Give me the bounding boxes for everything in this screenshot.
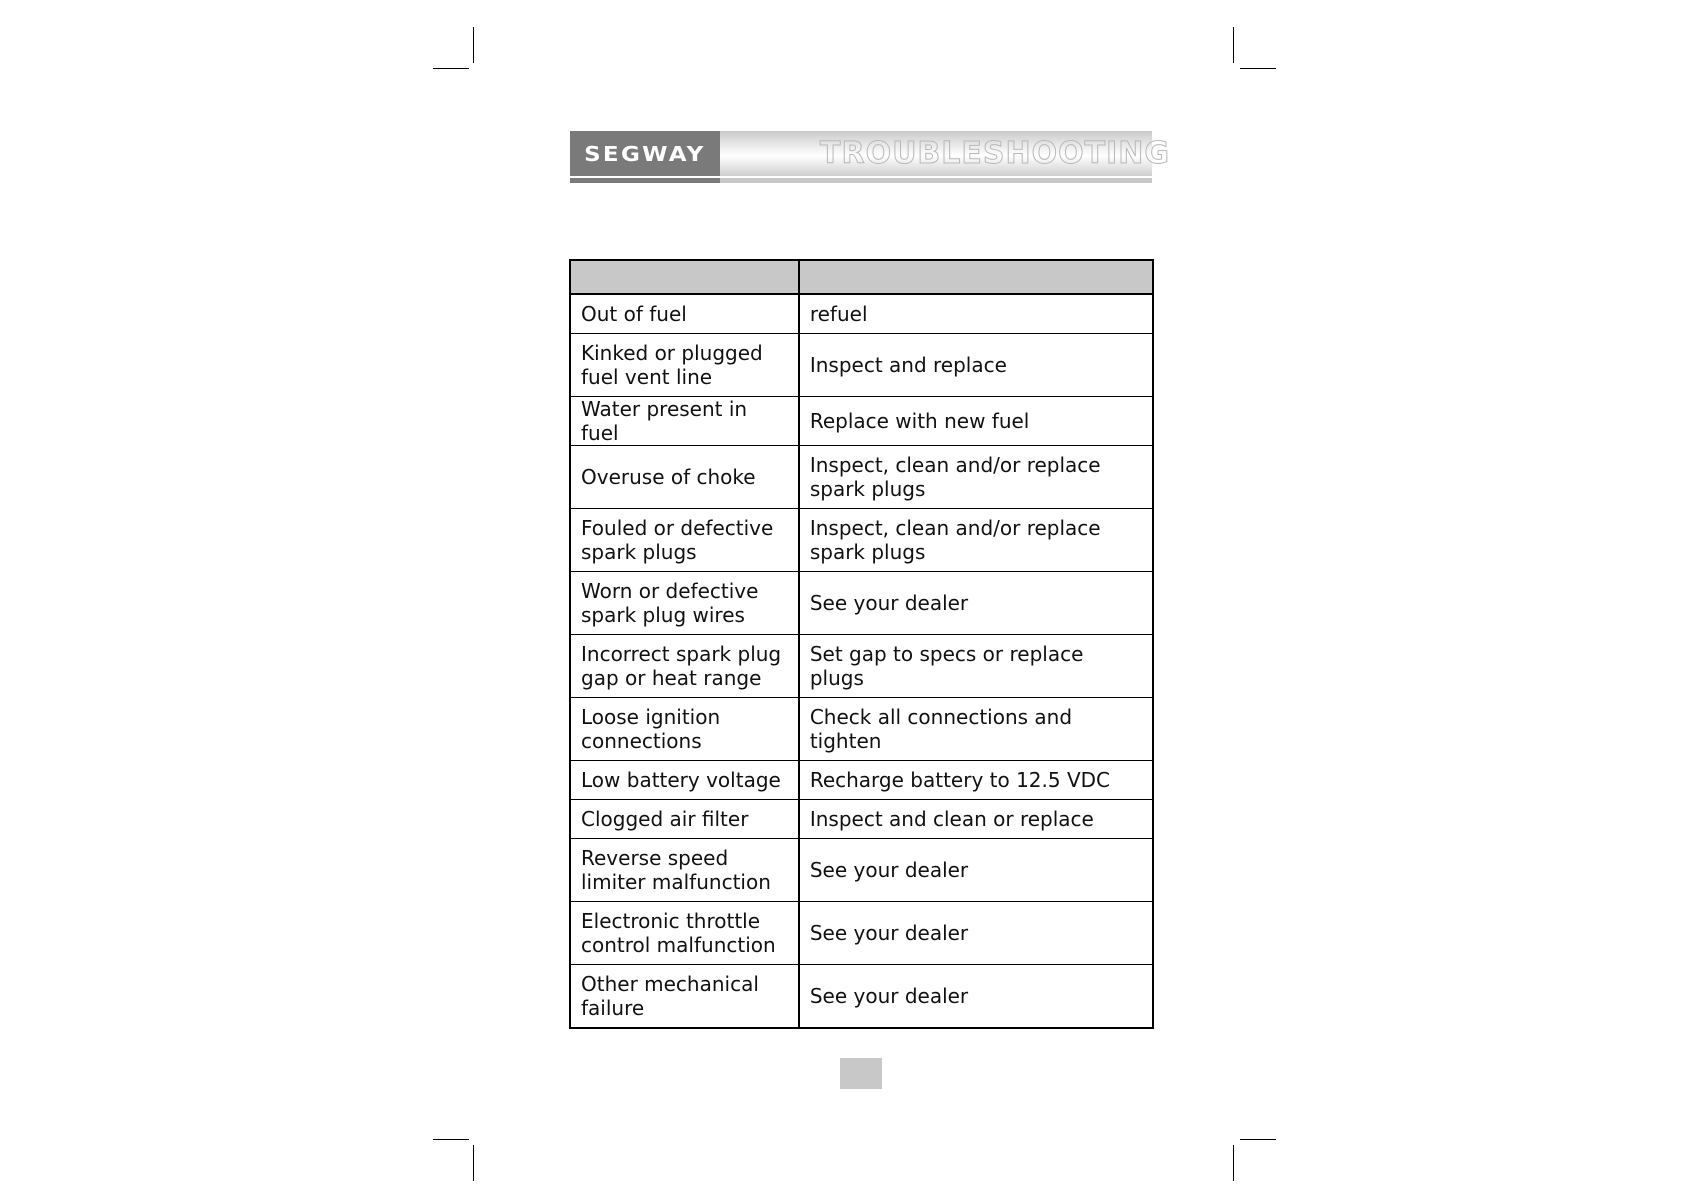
table-row (570, 397, 1153, 446)
remedy-cell: Recharge battery to 12.5 VDC (799, 761, 1153, 800)
crop-mark-top-left-horizontal (433, 68, 469, 69)
table-row (570, 839, 1153, 902)
remedy-cell: refuel (799, 294, 1153, 334)
remedy-cell: Replace with new fuel (799, 397, 1153, 446)
cause-cell: Fouled or defective spark plugs (570, 509, 799, 572)
section-title: TROUBLESHOOTING (820, 136, 1170, 171)
cause-cell: Other mechanical failure (570, 965, 799, 1029)
brand-logo-text: SEGWAY (584, 141, 706, 166)
table-row (570, 965, 1153, 1029)
table-header-cause (570, 260, 799, 294)
table-row (570, 334, 1153, 397)
table-header-remedy (799, 260, 1153, 294)
table-row (570, 572, 1153, 635)
remedy-cell: See your dealer (799, 839, 1153, 902)
remedy-cell: Set gap to specs or replace plugs (799, 635, 1153, 698)
crop-mark-bottom-left-horizontal (433, 1139, 469, 1140)
table-row (570, 635, 1153, 698)
table-row (570, 294, 1153, 334)
crop-mark-bottom-right-vertical (1233, 1145, 1234, 1181)
cause-cell: Low battery voltage (570, 761, 799, 800)
header-rule-light (720, 178, 1152, 183)
remedy-cell: Inspect, clean and/or replace spark plugs (799, 446, 1153, 509)
remedy-cell: Inspect and clean or replace (799, 800, 1153, 839)
remedy-cell: Inspect, clean and/or replace spark plugs (799, 509, 1153, 572)
header-rule-dark (570, 178, 720, 183)
remedy-cell: Inspect and replace (799, 334, 1153, 397)
cause-cell: Out of fuel (570, 294, 799, 334)
remedy-cell: See your dealer (799, 965, 1153, 1029)
table-row (570, 446, 1153, 509)
cause-cell: Kinked or plugged fuel vent line (570, 334, 799, 397)
cause-cell: Loose ignition connections (570, 698, 799, 761)
cause-cell: Water present in fuel (570, 397, 799, 446)
crop-mark-bottom-left-vertical (473, 1145, 474, 1181)
table-row (570, 509, 1153, 572)
cause-cell: Reverse speed limiter malfunction (570, 839, 799, 902)
page-number-box (840, 1058, 882, 1089)
table-header-row (570, 260, 1153, 294)
crop-mark-top-right-horizontal (1240, 68, 1276, 69)
remedy-cell: Check all connections and tighten (799, 698, 1153, 761)
cause-cell: Electronic throttle control malfunction (570, 902, 799, 965)
cause-cell: Clogged air filter (570, 800, 799, 839)
remedy-cell: See your dealer (799, 902, 1153, 965)
crop-mark-top-left-vertical (473, 27, 474, 63)
crop-mark-top-right-vertical (1233, 27, 1234, 63)
cause-cell: Worn or defective spark plug wires (570, 572, 799, 635)
cause-cell: Incorrect spark plug gap or heat range (570, 635, 799, 698)
crop-mark-bottom-right-horizontal (1240, 1139, 1276, 1140)
remedy-cell: See your dealer (799, 572, 1153, 635)
brand-logo (570, 131, 720, 176)
table-row (570, 800, 1153, 839)
table-row (570, 698, 1153, 761)
cause-cell: Overuse of choke (570, 446, 799, 509)
troubleshooting-table (569, 259, 1154, 1029)
table-row (570, 761, 1153, 800)
table-row (570, 902, 1153, 965)
